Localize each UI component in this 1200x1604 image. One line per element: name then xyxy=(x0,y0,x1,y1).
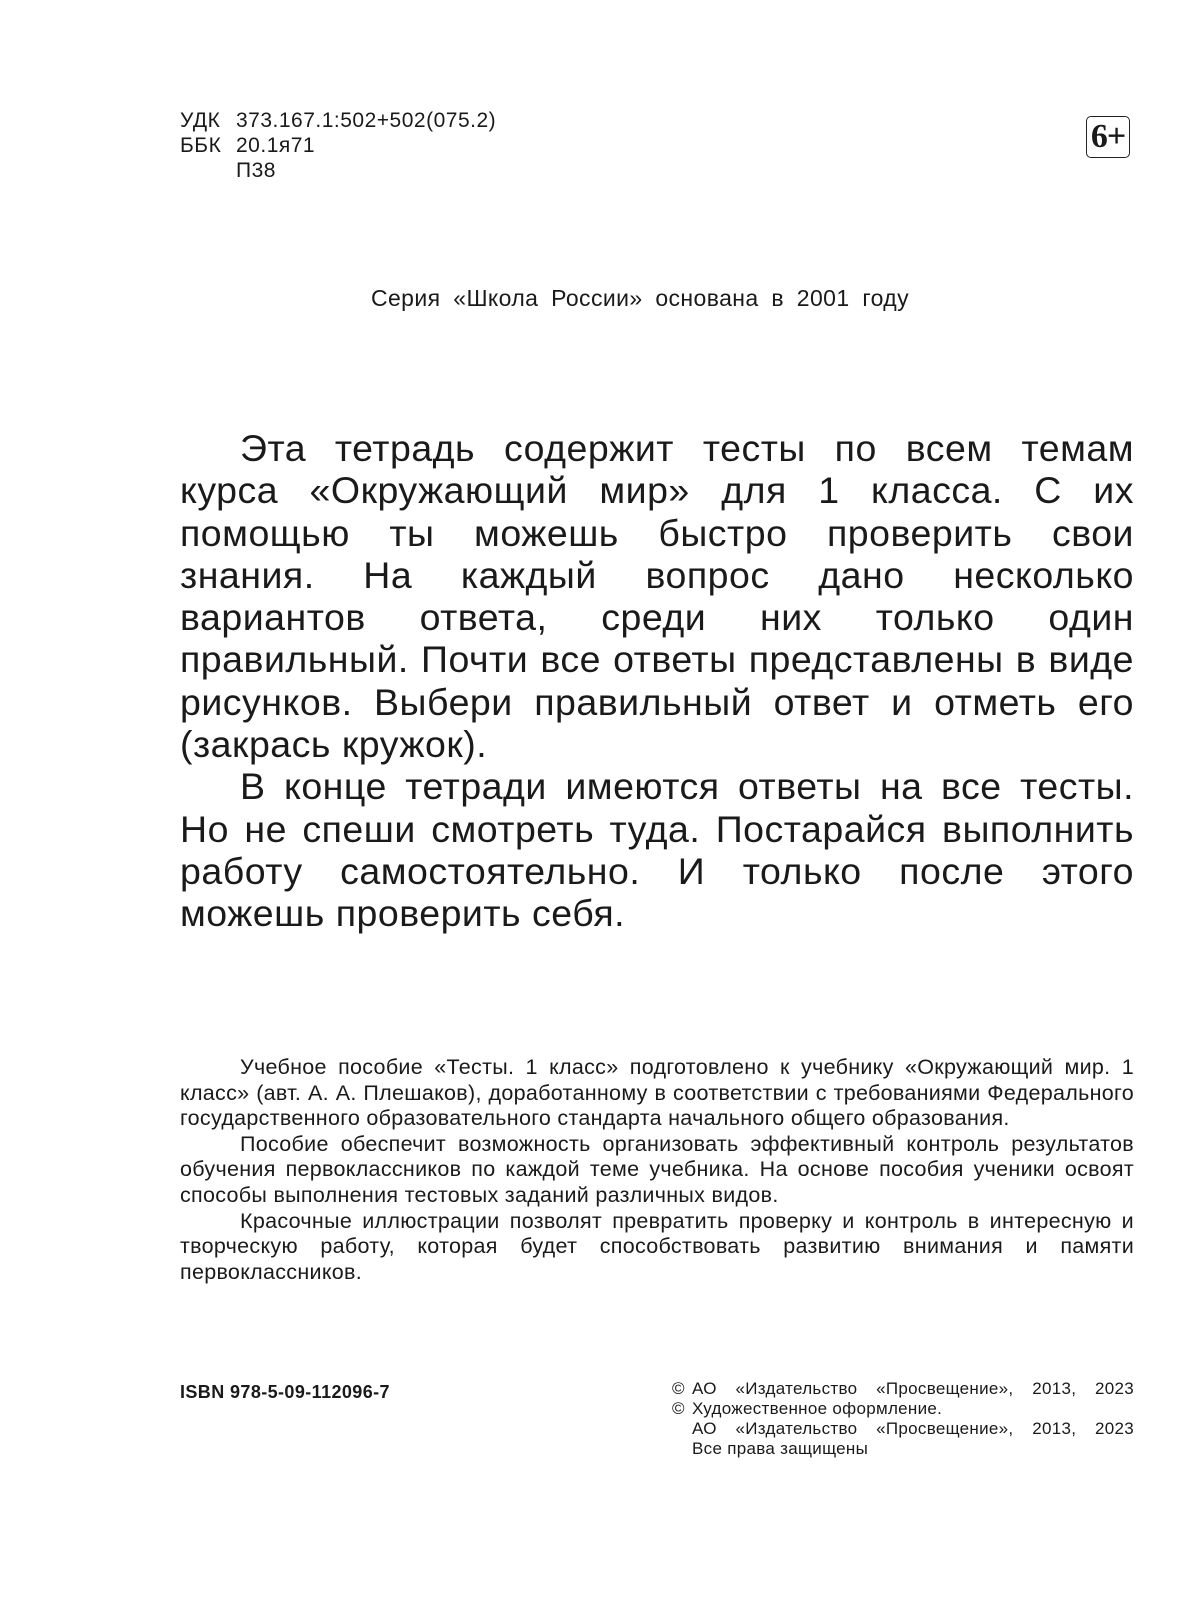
annotation-paragraph: Учебное пособие «Тесты. 1 класс» подготовлено к учебнику «Окружающий мир. 1 класс» (авт. А. А. Плешаков), доработанному в соответствии с требованиями Федерального государственного образовательного стандарта начального общего образования. xyxy=(180,1055,1134,1131)
series-line: Серия «Школа России» основана в 2001 году xyxy=(370,285,910,311)
intro-text xyxy=(180,427,1134,935)
annotation-text xyxy=(180,1055,1134,1285)
udk-row xyxy=(180,108,496,133)
intro-paragraph: Эта тетрадь содержит тесты по всем темам курса «Окружающий мир» для 1 класса. С их помощью ты можешь быстро проверить свои знания. На каждый вопрос дано несколько вариантов ответа, среди них только один правильный. Почти все ответы представлены в виде рисунков. Выбери правильный ответ и отметь его (закрась кружок). xyxy=(180,427,1134,766)
age-rating-badge: 6+ xyxy=(1086,116,1130,158)
copyright-text: АО «Издательство «Просвещение», 2013, 2023 xyxy=(692,1379,1134,1398)
copyright-text: АО «Издательство «Просвещение», 2013, 2023 xyxy=(692,1419,1134,1438)
author-mark: П38 xyxy=(236,159,276,182)
bbk-label: ББК xyxy=(180,134,222,157)
copyright-text: Художественное оформление. xyxy=(692,1399,943,1418)
udk-label: УДК xyxy=(180,109,221,132)
copyright-line xyxy=(672,1419,1134,1439)
copyright-line xyxy=(672,1399,1134,1419)
annotation-paragraph: Красочные иллюстрации позволят превратить проверку и контроль в интересную и творческую работу, которая будет способствовать развитию внимания и памяти первоклассников. xyxy=(180,1208,1134,1284)
bbk-row xyxy=(180,133,496,158)
udk-value: 373.167.1:502+502(075.2) xyxy=(236,109,497,132)
copyright-line xyxy=(672,1439,1134,1459)
author-mark-row xyxy=(180,158,496,183)
copyright-line xyxy=(672,1379,1134,1399)
library-classification xyxy=(180,108,496,183)
rights-reserved: Все права защищены xyxy=(692,1439,869,1458)
intro-paragraph: В конце тетради имеются ответы на все тесты. Но не спеши смотреть туда. Постарайся выполнить работу самостоятельно. И только после этого можешь проверить себя. xyxy=(180,765,1134,935)
copyright-icon: © xyxy=(672,1379,685,1398)
isbn: ISBN 978-5-09-112096-7 xyxy=(180,1382,390,1402)
bbk-value: 20.1я71 xyxy=(236,134,316,157)
copyright-icon: © xyxy=(672,1399,685,1418)
copyright-block xyxy=(672,1379,1134,1459)
annotation-paragraph: Пособие обеспечит возможность организовать эффективный контроль результатов обучения первоклассников по каждой теме учебника. На основе пособия ученики освоят способы выполнения тестовых заданий различных видов. xyxy=(180,1131,1134,1207)
